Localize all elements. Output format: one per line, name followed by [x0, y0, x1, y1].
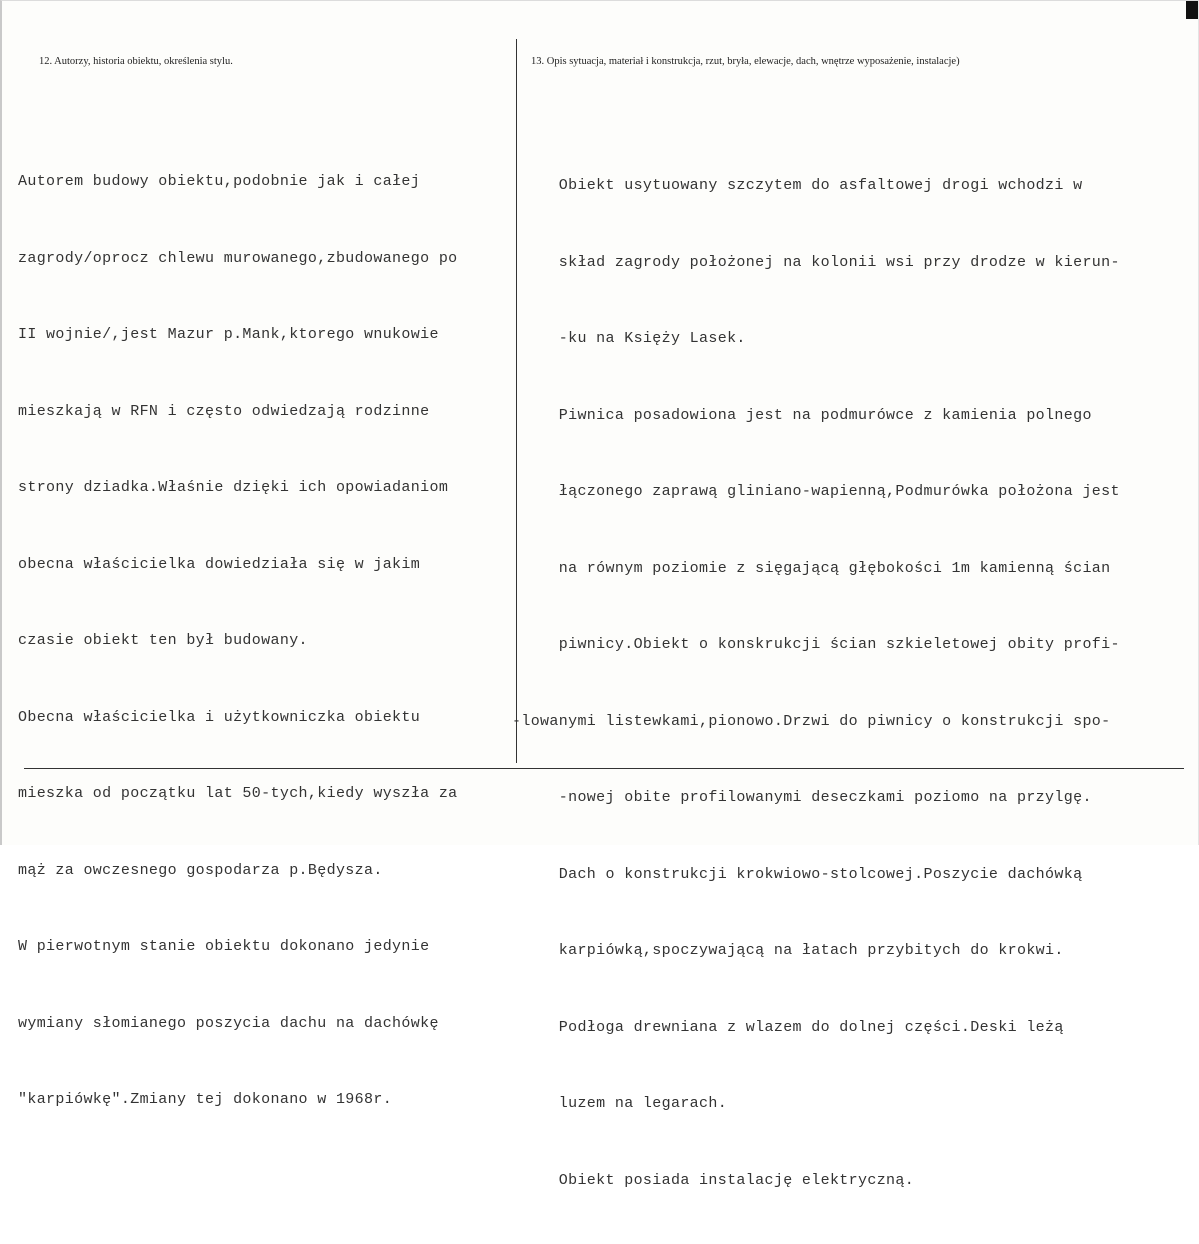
text-line: skład zagrody położonej na kolonii wsi przy drodze w kierun-	[512, 253, 1120, 271]
text-line: piwnicy.Obiekt o konskrukcji ścian szkieletowej obity profi-	[512, 636, 1120, 653]
text-line: "karpiówkę".Zmiany tej dokonano w 1968r.	[18, 1091, 393, 1108]
text-line: Podłoga drewniana z wlazem do dolnej części.Deski leżą	[512, 1018, 1064, 1036]
text-line: na równym poziomie z sięgającą głębokości 1m kamienną ścian	[512, 559, 1111, 577]
text-line: Obiekt usytuowany szczytem do asfaltowej drogi wchodzi w	[512, 177, 1083, 194]
text-line: łączonego zaprawą gliniano-wapienną,Podmurówka położona jest	[512, 483, 1120, 500]
text-line: Obecna właścicielka i użytkowniczka obiektu	[18, 708, 421, 726]
text-line: wymiany słomianego poszycia dachu na dachówkę	[18, 1014, 439, 1032]
text-line: -nowej obite profilowanymi deseczkami poziomo na przylgę.	[512, 789, 1092, 806]
text-line: -ku na Księży Lasek.	[512, 330, 746, 347]
text-line: karpiówką,spoczywającą na łatach przybitych do krokwi.	[512, 942, 1064, 959]
text-line: II wojnie/,jest Mazur p.Mank,ktorego wnukowie	[18, 326, 439, 343]
text-line: Dach o konstrukcji krokwiowo-stolcowej.Poszycie dachówką	[512, 865, 1083, 883]
text-line: -lowanymi listewkami,pionowo.Drzwi do piwnicy o konstrukcji spo-	[512, 712, 1111, 730]
text-line: zagrody/oprocz chlewu murowanego,zbudowanego po	[18, 249, 458, 267]
section-13-header: 13. Opis sytuacja, materiał i konstrukcja, rzut, bryła, elewacje, dach, wnętrze wyposażenie, instalacje)	[531, 56, 960, 67]
text-line: Piwnica posadowiona jest na podmurówce z kamienia polnego	[512, 406, 1092, 424]
text-line: czasie obiekt ten był budowany.	[18, 632, 308, 649]
text-line: Autorem budowy obiektu,podobnie jak i całej	[18, 173, 421, 190]
text-line: Obiekt posiada instalację elektryczną.	[512, 1171, 915, 1189]
corner-mark	[1186, 1, 1198, 19]
section-12-text	[18, 118, 458, 1164]
section-12-header: 12. Autorzy, historia obiektu, określenia stylu.	[39, 56, 233, 67]
text-line: mieszkają w RFN i często odwiedzają rodzinne	[18, 402, 430, 420]
text-line: mieszka od początku lat 50-tych,kiedy wyszła za	[18, 785, 458, 802]
text-line: luzem na legarach.	[512, 1095, 728, 1112]
text-line: W pierwotnym stanie obiektu dokonano jedynie	[18, 938, 430, 955]
text-line: strony dziadka.Właśnie dzięki ich opowiadaniom	[18, 479, 449, 496]
section-13-text	[512, 122, 1120, 1244]
text-line: mąż za owczesnego gospodarza p.Będysza.	[18, 861, 383, 879]
text-line: obecna właścicielka dowiedziała się w jakim	[18, 555, 421, 573]
